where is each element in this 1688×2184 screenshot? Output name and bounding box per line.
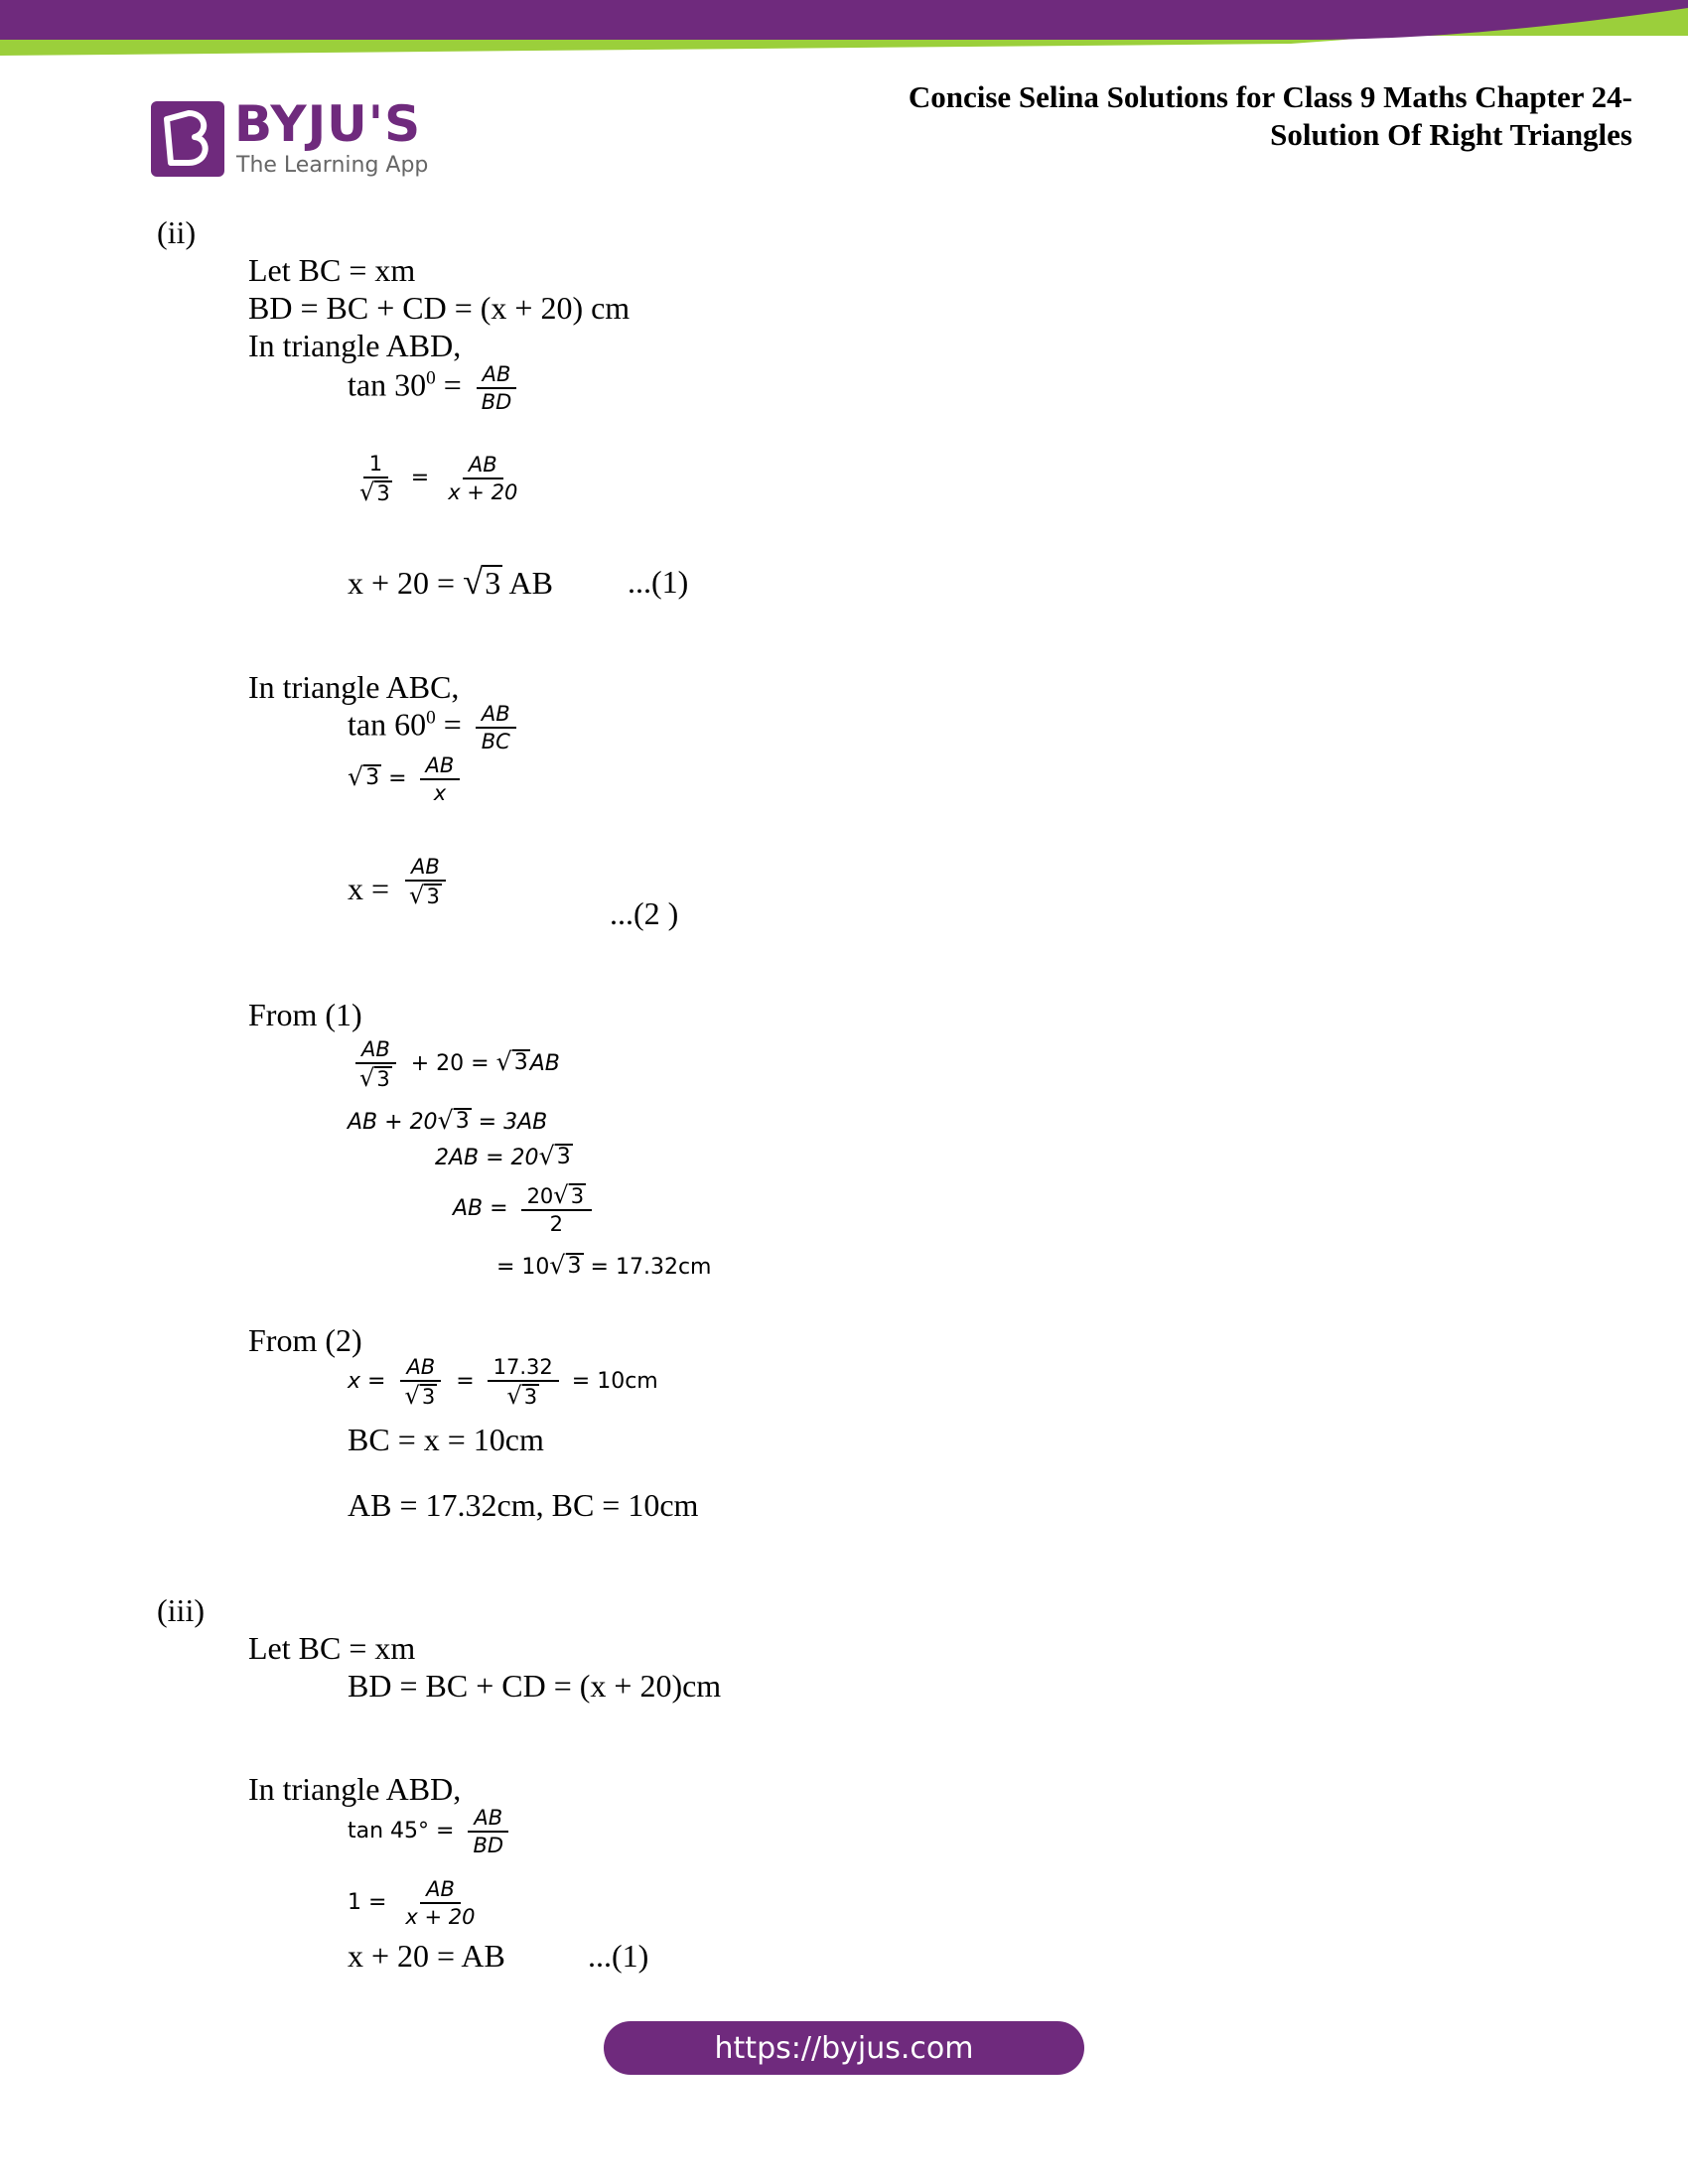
simplify-line-2: 2AB = 20 √ 3 (435, 1142, 571, 1170)
denominator: BD (481, 390, 512, 415)
degree-sup: 0 (426, 367, 436, 389)
sqrt3: √ 3 (359, 478, 390, 507)
eq1-tag: ...(1) (628, 564, 689, 600)
let-statement-iii: Let BC = xm (248, 1630, 416, 1666)
bd-statement: BD = BC + CD = (x + 20) cm (248, 290, 631, 326)
let-statement: Let BC = xm (248, 252, 416, 288)
ab-result-line: = 10 √ 3 = 17.32cm (496, 1251, 712, 1280)
one-equals-fraction: 1 = $\frac{AB}{x + 20}$ (348, 1878, 488, 1928)
fraction-ab-root3 (353, 1037, 398, 1093)
ab-value-fraction: AB = 20 √ 3 2 (453, 1183, 598, 1235)
tan30-equation (348, 363, 523, 413)
triangle-abc-heading: In triangle ABC, (248, 669, 460, 705)
numerator: AB (463, 454, 503, 479)
numerator: AB (420, 754, 461, 780)
denominator: 2 (549, 1212, 563, 1237)
numerator: 20 √ 3 (521, 1183, 593, 1211)
denominator: √ 3 (359, 1064, 390, 1093)
fraction-ab-x20 (442, 454, 523, 503)
numerator: AB (476, 703, 516, 729)
doc-title-line1: Concise Selina Solutions for Class 9 Maths Chapter 24- (908, 79, 1632, 114)
equals: = (435, 706, 462, 743)
sqrt3: √ 3 (463, 561, 501, 602)
tan30-text: tan 30 (348, 366, 427, 403)
part-ii-label: (ii) (157, 214, 197, 250)
x-equals: x = (348, 871, 398, 907)
from-1-heading: From (1) (248, 997, 362, 1032)
tan60-equation (348, 703, 522, 752)
numerator: AB (477, 363, 517, 389)
denominator: BC (481, 730, 510, 754)
fraction-ab-x20-iii: $\frac{AB}{x + 20}$ (405, 1877, 476, 1930)
fraction-ab-x (420, 754, 461, 804)
doc-title-line2: Solution Of Right Triangles (1270, 117, 1632, 152)
part-iii-label: (iii) (157, 1592, 205, 1628)
sqrt3: √ 3 (495, 1047, 528, 1077)
eq1-lhs: x + 20 = (348, 565, 464, 601)
footer-url-button[interactable] (604, 2021, 1084, 2075)
denominator: x + 20 (448, 480, 518, 505)
logo-tagline: The Learning App (236, 153, 429, 178)
denominator (353, 478, 398, 507)
numerator: 1 (363, 453, 388, 478)
tan45-equation: tan 45° = $\frac{AB}{BD}$ (348, 1807, 515, 1856)
root3-equals-ab-over-x: √ 3 = $\frac{AB}{x}$ (348, 754, 466, 804)
numerator: AB (405, 856, 446, 882)
sqrt3: √ 3 (348, 762, 380, 792)
fraction-ab-root3: AB √ 3 (398, 1356, 443, 1408)
fraction-ab-root3 (403, 855, 448, 910)
triangle-abd-heading-iii: In triangle ABD, (248, 1771, 462, 1807)
equals: = (435, 366, 462, 403)
footer-url-text[interactable]: https://byjus.com (714, 2030, 974, 2066)
equation-2 (348, 855, 454, 910)
final-answer-ii: AB = 17.32cm, BC = 10cm (348, 1487, 699, 1523)
equation-1 (348, 561, 553, 602)
fraction-ab-bd (476, 363, 518, 413)
logo-brand: BYJU'S (234, 95, 422, 153)
numerator: AB (355, 1038, 396, 1064)
substitution-line (348, 1037, 560, 1093)
denominator: x (433, 781, 447, 806)
from-2-heading: From (2) (248, 1322, 362, 1358)
fraction-20root3-2 (521, 1183, 593, 1235)
fraction-1732-root3: 17.32 √ 3 (488, 1356, 559, 1408)
eq1-tag-iii: ...(1) (588, 1938, 649, 1974)
plus-20: + 20 = (403, 1051, 496, 1077)
eq2-tag: ...(2 ) (610, 895, 679, 931)
eq1-rhs: AB (502, 565, 553, 601)
bc-result: BC = x = 10cm (348, 1422, 544, 1457)
byjus-b-logo-icon (149, 99, 226, 181)
degree-sup: 0 (426, 707, 436, 729)
x-calculation: x = AB √ 3 = 17.32 √ 3 = 10cm (348, 1355, 658, 1411)
ratio-equation: 1 √ 3 = $\frac{AB}{x + 20}$ (348, 453, 529, 504)
bd-statement-iii: BD = BC + CD = (x + 20)cm (348, 1668, 722, 1704)
denominator: √ 3 (409, 882, 440, 910)
simplify-line-1: AB + 20 √ 3 = 3AB (348, 1106, 548, 1135)
fraction-ab-bd-iii: $\frac{AB}{BD}$ (467, 1807, 509, 1856)
fraction-ab-bc (476, 703, 516, 752)
tan60-text: tan 60 (348, 706, 427, 743)
triangle-abd-heading: In triangle ABD, (248, 328, 462, 363)
fraction-one-root3 (353, 452, 398, 507)
equation-1-iii: x + 20 = AB (348, 1938, 505, 1974)
ab-term: AB (529, 1051, 560, 1077)
header-decoration (0, 0, 1688, 64)
